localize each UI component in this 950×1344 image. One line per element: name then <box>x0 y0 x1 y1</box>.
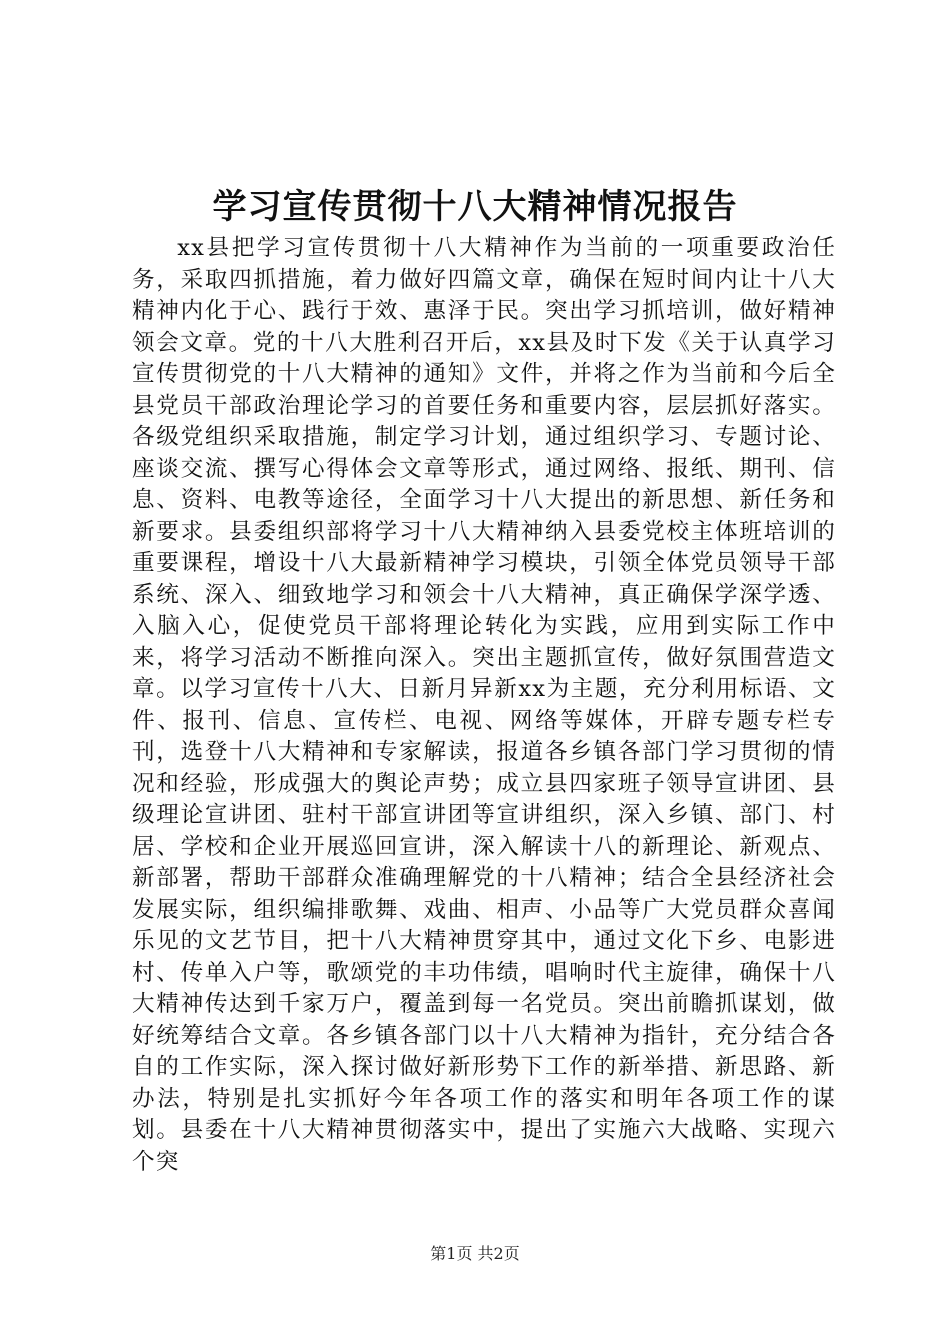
page-number-footer: 第1页 共2页 <box>430 1244 520 1263</box>
document-title: 学习宣传贯彻十八大精神情况报告 <box>212 187 738 227</box>
document-body-paragraph: xx县把学习宣传贯彻十八大精神作为当前的一项重要政治任务，采取四抓措施，着力做好四篇文章，确保在短时间内让十八大精神内化于心、践行于效、惠泽于民。突出学习抓培训，做好精神领会文章。党的十八大胜利召开后，xx县及时下发《关于认真学习宣传贯彻党的十八大精神的通知》文件，并将之作为当前和今后全县党员干部政治理论学习的首要任务和重要内容，层层抓好落实。各级党组织采取措施，制定学习计划，通过组织学习、专题讨论、座谈交流、撰写心得体会文章等形式，通过网络、报纸、期刊、信息、资料、电教等途径，全面学习十八大提出的新思想、新任务和新要求。县委组织部将学习十八大精神纳入县委党校主体班培训的重要课程，增设十八大最新精神学习模块，引领全体党员领导干部系统、深入、细致地学习和领会十八大精神，真正确保学深学透、入脑入心，促使党员干部将理论转化为实践，应用到实际工作中来，将学习活动不断推向深入。突出主题抓宣传，做好氛围营造文章。以学习宣传十八大、日新月异新xx为主题，充分利用标语、文件、报刊、信息、宣传栏、电视、网络等媒体，开辟专题专栏专刊，选登十八大精神和专家解读，报道各乡镇各部门学习贯彻的情况和经验，形成强大的舆论声势；成立县四家班子领导宣讲团、县级理论宣讲团、驻村干部宣讲团等宣讲组织，深入乡镇、部门、村居、学校和企业开展巡回宣讲，深入解读十八的新理论、新观点、新部署，帮助干部群众准确理解党的十八精神；结合全县经济社会发展实际，组织编排歌舞、戏曲、相声、小品等广大党员群众喜闻乐见的文艺节目，把十八大精神贯穿其中，通过文化下乡、电影进村、传单入户等，歌颂党的丰功伟绩，唱响时代主旋律，确保十八大精神传达到千家万户，覆盖到每一名党员。突出前瞻抓谋划，做好统筹结合文章。各乡镇各部门以十八大精神为指针，充分结合各自的工作实际，深入探讨做好新形势下工作的新举措、新思路、新办法，特别是扎实抓好今年各项工作的落实和明年各项工作的谋划。县委在十八大精神贯彻落实中，提出了实施六大战略、实现六个突 <box>132 235 836 1175</box>
